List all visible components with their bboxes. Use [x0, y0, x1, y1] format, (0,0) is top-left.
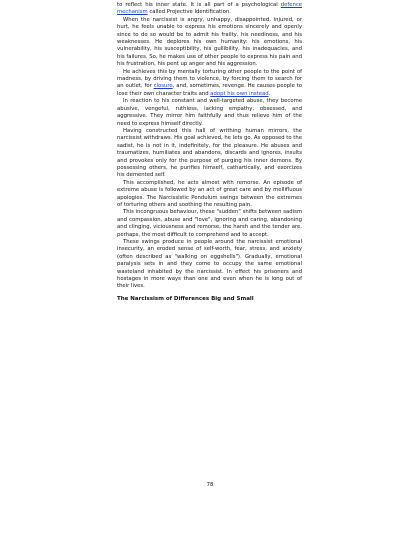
paragraph	[117, 17, 302, 69]
text-run: He achieves this by mentally torturing other people to the point of madness, by driving them to violence, by forcing them to search for an outlet, for	[117, 68, 302, 90]
paragraph	[117, 239, 302, 291]
section-heading: The Narcissism of Differences Big and Small	[117, 295, 254, 302]
body-text	[117, 2, 302, 303]
text-run: These swings produce in people around the narcissist emotional insecurity, an eroded sense of self-worth, fear, stress, and anxiety (often described as "walking on eggshells"). Gradually, emotional paralysis sets in and they come to occupy the same emotional wasteland inhabited by the narcissist. In effect his prisoners and hostages in more ways than one and even when he is long out of their lives.	[117, 239, 302, 290]
text-run: Having constructed this hall of writhing human mirrors, the narcissist withdraws. His goal achieved, he lets go. As opposed to the sadist, he is not in it, indefinitely, for the pleasure. He abuses and traumatizes, humiliates and abandons, discards and ignores, insults and provokes only for the purpose of purging his inner demons. By possessing others, he purifies himself, cathartically, and exorcizes his demented self.	[117, 127, 302, 179]
paragraph	[117, 128, 302, 180]
paragraph	[117, 2, 302, 17]
paragraph	[117, 180, 302, 210]
page-number: 78	[206, 482, 214, 488]
text-run: , and, sometimes, revenge. He causes people to lose their own character traits and	[117, 83, 302, 97]
text-run: .	[268, 90, 271, 97]
inline-link[interactable]: closure	[153, 83, 173, 90]
text-run: This incongruous behaviour, these "sudden" shifts between sadism and compassion, abuse and "love", ignoring and caring, abandoning and clinging, viciousness and remorse, the harsh and the tender are, perhaps, the most difficult to comprehend and to accept.	[117, 209, 302, 238]
paragraph	[117, 69, 302, 99]
paragraph-list	[117, 2, 302, 291]
text-run: called Projective Identification.	[147, 9, 231, 16]
text-run: When the narcissist is angry, unhappy, disappointed, injured, or hurt, he feels unable to express his emotions sincerely and openly since to do so would be to admit his frailty, his neediness, and his weaknesses. He deplores his own humanity: his emotions, his vulnerability, his susceptibility, his gullibility, his inadequacies, and his failures. So, he makes use of other people to express his pain and his frustration, his pent up anger and his aggression.	[117, 16, 302, 68]
text-run: In reaction to his constant and well-targeted abuse, they become abusive, vengeful, ruthless, lacking empathy, obsessed, and aggressive. They mirror him faithfully and thus relieve him of the need to express himself directly.	[117, 98, 302, 127]
paragraph	[117, 98, 302, 128]
inline-link[interactable]: adopt his own instead	[210, 90, 269, 97]
inline-link[interactable]: defence mechanism	[117, 2, 302, 16]
text-run: to reflect his inner state. It is all part of a psychological	[117, 2, 281, 8]
paragraph	[117, 209, 302, 239]
text-run: This accomplished, he acts almost with remorse. An episode of extreme abuse is followed by an act of great care and by mellifluous apologies. The Narcissistic Pendulum swings between the extremes of torturing others and soothing the resulting pain.	[117, 179, 302, 208]
